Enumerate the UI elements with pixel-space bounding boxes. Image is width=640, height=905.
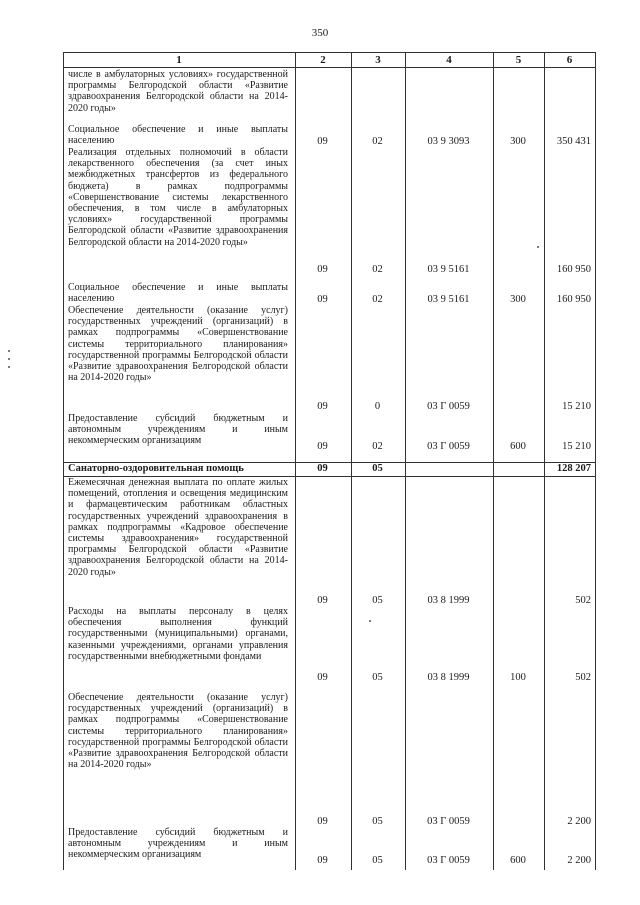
cell-section: 09 [317,264,328,275]
row-description: Реализация отдельных полномочий в области лекарственного обеспечения (за счет иных межбюджетных трансфертов из федерального бюджета) в рамках подпрограммы «Совершенствование системы лекарственного обеспечения, в том числе в амбулаторных условиях» государственной программы Белгородской области «Развитие здравоохранения Белгородской области на 2014-2020 годы» [68,147,288,248]
scan-mark [8,366,10,368]
header-col-1: 1 [176,54,182,66]
cell-target-code: 03 8 1999 [427,672,470,683]
cell-section: 09 [317,441,328,452]
cell-amount: 160 950 [556,294,591,305]
cell-subsection: 05 [372,672,383,683]
budget-table [63,52,596,870]
cell-section: 09 [317,136,328,147]
column-divider [295,52,296,870]
cell-section: 09 [317,294,328,305]
cell-section: 09 [317,401,328,412]
cell-amount: 15 210 [562,441,591,452]
cell-target-code: 03 Г 0059 [427,816,470,827]
row-description: Обеспечение деятельности (оказание услуг) государственных учреждений (организаций) в рамках подпрограммы «Совершенствование системы территориального планирования» государственной программы Белгородской области «Развитие здравоохранения Белгородской области на 2014-2020 годы» [68,692,288,771]
cell-subsection: 05 [372,816,383,827]
cell-target-code: 03 8 1999 [427,595,470,606]
row-description: числе в амбулаторных условиях» государственной программы Белгородской области «Развитие здравоохранения Белгородской области на 2014-2020 годы» [68,69,288,114]
header-col-4: 4 [446,54,452,66]
cell-subsection: 05 [372,463,383,474]
cell-amount: 160 950 [556,264,591,275]
row-description: Социальное обеспечение и иные выплаты населению [68,282,288,305]
cell-section: 09 [317,463,328,474]
cell-amount: 502 [575,672,591,683]
cell-target-code: 03 Г 0059 [427,855,470,866]
cell-expense-type: 300 [510,294,526,305]
cell-subsection: 02 [372,264,383,275]
column-divider [493,52,494,870]
header-col-6: 6 [566,54,573,66]
cell-section: 09 [317,816,328,827]
section-heading: Санаторно-оздоровительная помощь [68,463,244,474]
cell-target-code: 03 9 5161 [427,264,470,275]
cell-expense-type: 300 [510,136,526,147]
cell-subsection: 05 [372,595,383,606]
header-col-2: 2 [320,54,326,66]
row-description: Расходы на выплаты персоналу в целях обеспечения выполнения функций государственными (муниципальными) органами, казенными учреждениями, органами управления государственными внебюджетными фондами [68,606,288,662]
cell-target-code: 03 9 3093 [427,136,470,147]
cell-subsection: 05 [372,855,383,866]
header-col-3: 3 [375,54,381,66]
cell-subsection: 02 [372,136,383,147]
table-border-right [595,52,596,870]
cell-amount: 502 [575,595,591,606]
header-col-5: 5 [515,54,522,66]
header-divider [63,67,596,68]
row-description: Предоставление субсидий бюджетным и автономным учреждениям и иным некоммерческим организациям [68,827,288,861]
cell-amount: 2 200 [567,816,591,827]
row-description: Предоставление субсидий бюджетным и автономным учреждениям и иным некоммерческим организациям [68,413,288,447]
cell-section: 09 [317,672,328,683]
table-border-left [63,52,64,870]
row-description: Ежемесячная денежная выплата по оплате жилых помещений, отопления и освещения медицинским и фармацевтическим работникам областных государственных учреждений здравоохранения в рамках подпрограммы «Кадровое обеспечение системы здравоохранения» государственной программы Белгородской области «Развитие здравоохранения Белгородской области на 2014-2020 годы» [68,477,288,578]
scan-mark [537,246,539,248]
column-divider [351,52,352,870]
cell-subsection: 0 [374,401,381,412]
cell-amount: 128 207 [556,463,591,474]
cell-section: 09 [317,595,328,606]
scan-mark [8,358,10,360]
scan-mark [8,350,10,352]
cell-target-code: 03 Г 0059 [427,401,470,412]
cell-target-code: 03 Г 0059 [427,441,470,452]
column-divider [544,52,545,870]
cell-expense-type: 600 [510,855,526,866]
row-description: Обеспечение деятельности (оказание услуг) государственных учреждений (организаций) в рамках подпрограммы «Совершенствование системы территориального планирования» государственной программы Белгородской области «Развитие здравоохранения Белгородской области на 2014-2020 годы» [68,305,288,384]
cell-amount: 2 200 [567,855,591,866]
cell-expense-type: 100 [510,672,526,683]
page-number: 350 [311,27,329,39]
cell-subsection: 02 [372,294,383,305]
cell-amount: 350 431 [556,136,591,147]
cell-amount: 15 210 [562,401,591,412]
cell-section: 09 [317,855,328,866]
cell-target-code: 03 9 5161 [427,294,470,305]
scan-mark [369,620,371,622]
cell-expense-type: 600 [510,441,526,452]
row-description: Социальное обеспечение и иные выплаты населению [68,124,288,147]
column-divider [405,52,406,870]
cell-subsection: 02 [372,441,383,452]
